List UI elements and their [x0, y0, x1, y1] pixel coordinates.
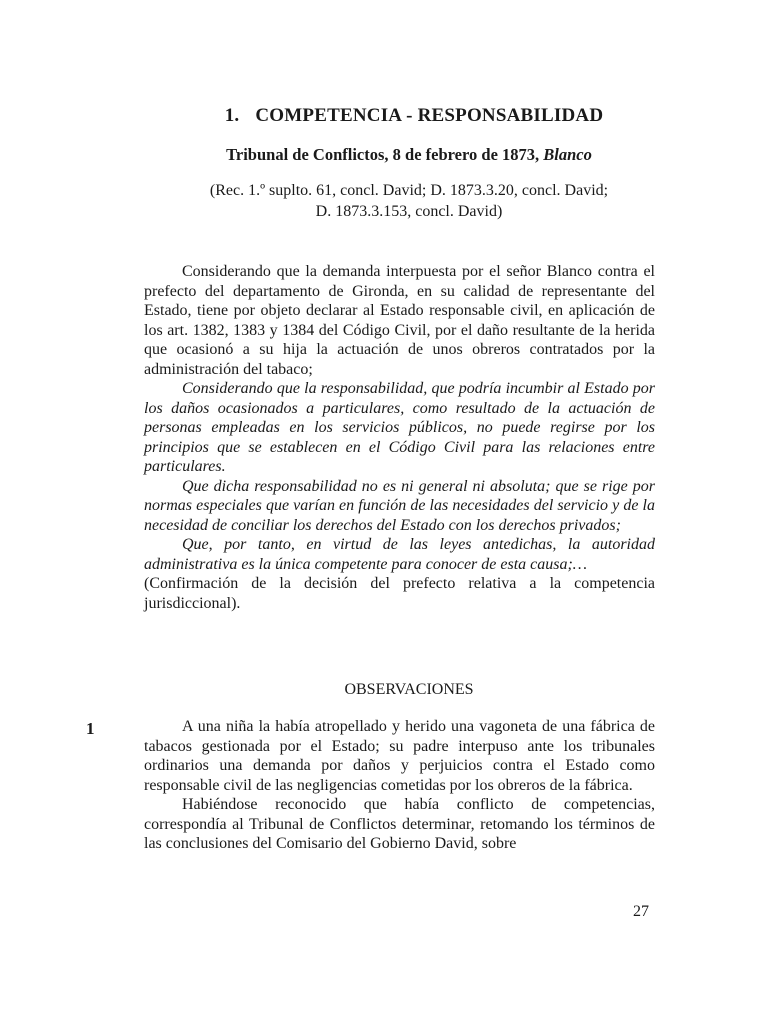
references-line-1: (Rec. 1.º suplto. 61, concl. David; D. 1873.3.20, concl. David;: [209, 182, 609, 199]
references-line-2: D. 1873.3.153, concl. David): [315, 203, 503, 220]
case-title: [0, 105, 768, 127]
observations-text: [144, 717, 655, 854]
case-references: [0, 180, 768, 222]
decision-text: [144, 262, 655, 613]
case-number: 1.: [224, 105, 240, 126]
court-and-date: Tribunal de Conflictos, 8 de febrero de 1873,: [226, 145, 540, 164]
decision-paragraph-1: Considerando que la demanda interpuesta por el señor Blanco contra el prefecto del departamento de Gironda, en su calidad de representante del Estado, tiene por objeto declarar al Estado responsable civil, en aplicación de los art. 1382, 1383 y 1384 del Código Civil, por el daño resultante de la herida que ocasionó a su hija la actuación de unos obreros contratados por la administración del tabaco;: [144, 263, 655, 378]
case-party: Blanco: [543, 145, 592, 164]
case-topic: COMPETENCIA - RESPONSABILIDAD: [255, 105, 604, 126]
page-number: 27: [633, 903, 649, 920]
observations-paragraph-1: A una niña la había atropellado y herido una vagoneta de una fábrica de tabacos gestionada por el Estado; su padre interpuso ante los tribunales ordinarios una demanda por daños y perjuicios contra el Estado como responsable civil de las negligencias cometidas por los obreros de la fábrica.: [144, 718, 655, 794]
case-subtitle: [0, 145, 768, 165]
observations-heading: OBSERVACIONES: [344, 681, 474, 698]
decision-paragraph-3: Que dicha responsabilidad no es ni general ni absoluta; que se rige por normas especiales que varían en función de las necesidades del servicio y de la necesidad de conciliar los derechos del Estado con los derechos privados;: [144, 477, 655, 534]
margin-number: 1: [86, 719, 95, 738]
decision-paragraph-5: (Confirmación de la decisión del prefecto relativa a la competencia jurisdiccional).: [144, 575, 655, 612]
decision-paragraph-4: Que, por tanto, en virtud de las leyes antedichas, la autoridad administrativa es la única competente para conocer de esta causa;…: [144, 536, 655, 573]
observations-paragraph-2: Habiéndose reconocido que había conflicto de competencias, correspondía al Tribunal de Conflictos determinar, retomando los términos de las conclusiones del Comisario del Gobierno David, sobre: [144, 796, 655, 852]
decision-paragraph-2: Considerando que la responsabilidad, que podría incumbir al Estado por los daños ocasionados a particulares, como resultado de la actuación de personas empleadas en los servicios públicos, no puede regirse por los principios que se establecen en el Código Civil para las relaciones entre particulares.: [144, 380, 655, 475]
